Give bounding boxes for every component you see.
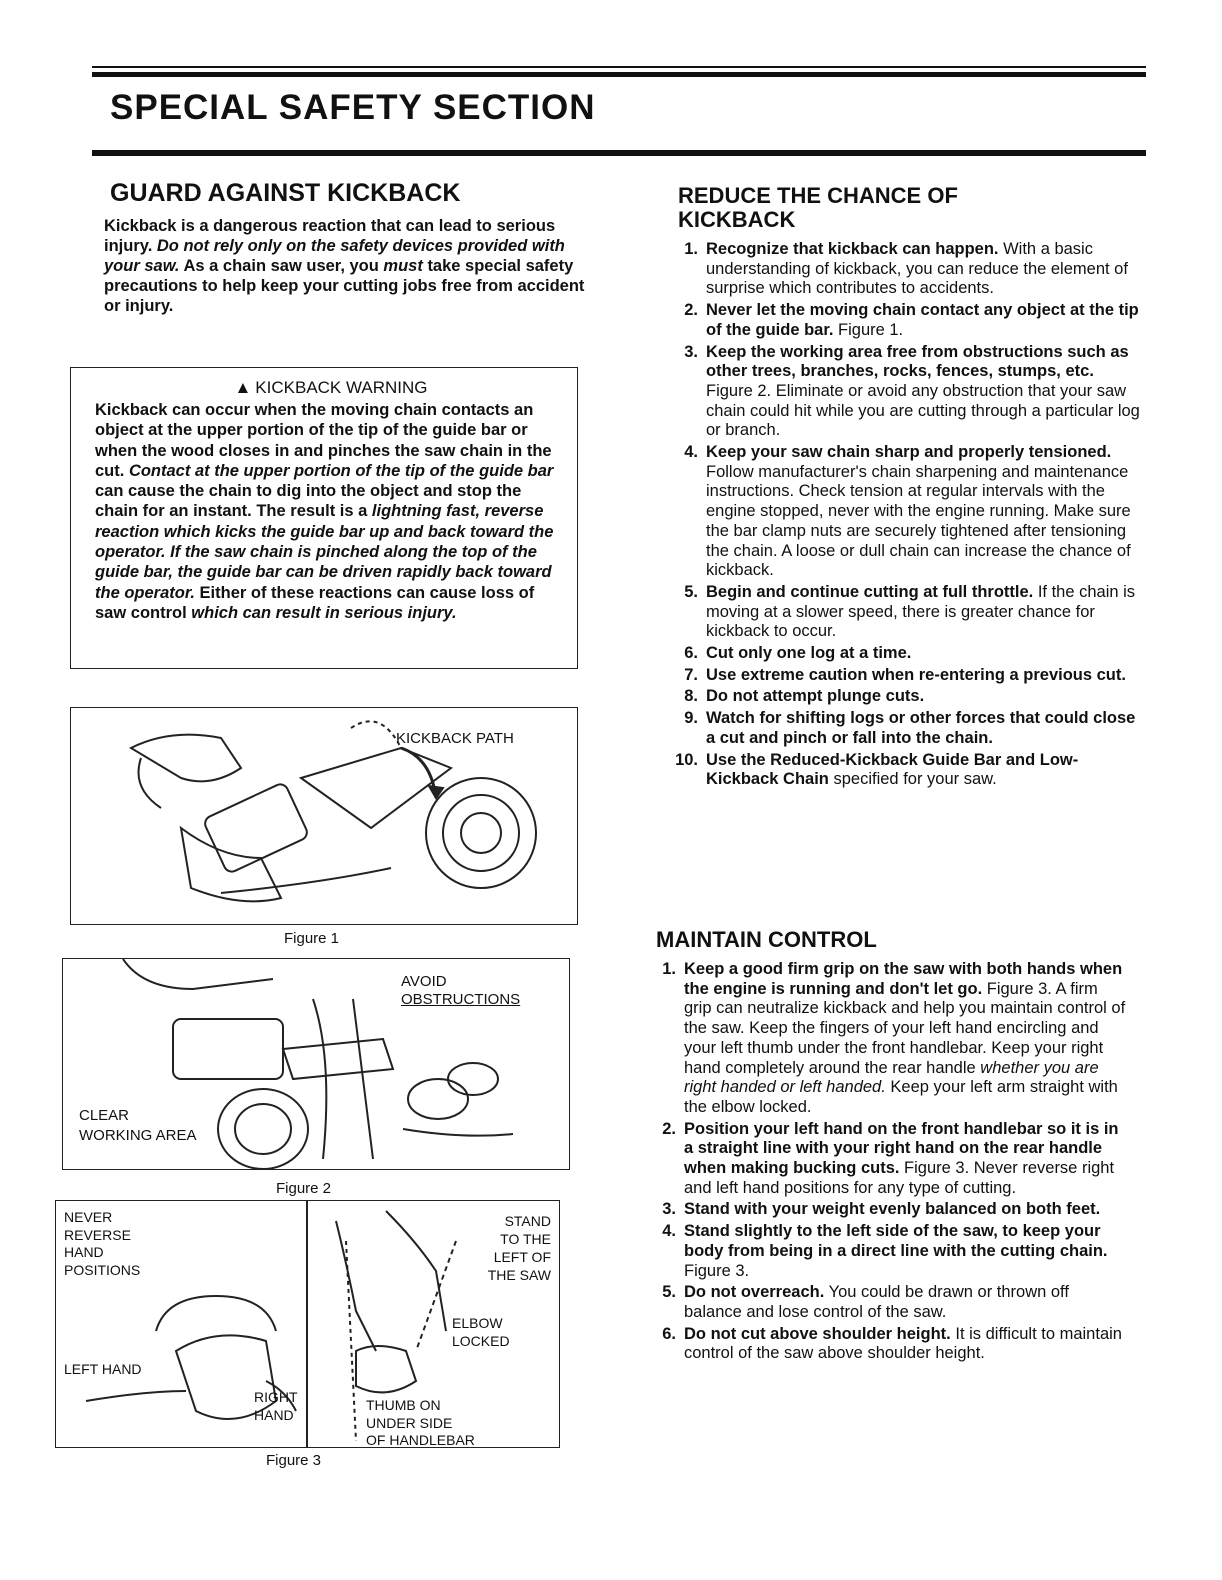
maintain-item-bold: Position your left hand on the front handlebar so it is in a straight line with your right hand on the rear handle when making bucking cuts. bbox=[684, 1119, 1119, 1178]
maintain-item bbox=[644, 1325, 1128, 1364]
maintain-item-bold: Do not cut above shoulder height. bbox=[684, 1324, 951, 1343]
warning-title-row bbox=[95, 378, 567, 398]
maintain-item-italic: whether you are right handed or left handed. bbox=[684, 1058, 1099, 1097]
maintain-heading: MAINTAIN CONTROL bbox=[656, 927, 877, 952]
top-rule-thick bbox=[92, 72, 1146, 77]
maintain-item-bold: Stand slightly to the left side of the saw, to keep your body from being in a direct line with the cutting chain. bbox=[684, 1222, 1108, 1260]
guard-intro-b: Do not rely only on the safety devices provided with your saw. bbox=[104, 237, 565, 275]
fig2-avoid-label: AVOID bbox=[401, 973, 447, 990]
fig3-right-hand-label: HAND bbox=[254, 1407, 294, 1423]
reduce-item-number: 3. bbox=[684, 342, 698, 361]
reduce-item-number: 8. bbox=[684, 687, 698, 706]
reduce-item-bold: Cut only one log at a time. bbox=[706, 644, 912, 663]
figure-3-hand-positions bbox=[55, 1200, 560, 1448]
reduce-item bbox=[666, 343, 1142, 442]
reduce-item-bold: Do not attempt plunge cuts. bbox=[706, 687, 925, 706]
reduce-item-number: 10. bbox=[675, 750, 698, 769]
reduce-item bbox=[666, 644, 1142, 664]
figure-1-caption: Figure 1 bbox=[284, 930, 340, 947]
maintain-item bbox=[644, 960, 1128, 1118]
maintain-item-number: 4. bbox=[662, 1222, 676, 1241]
reduce-item-rest: Follow manufacturer's chain sharpening and maintenance instructions. Check tension at regular intervals with the engine stopped, never with the engine running. Make sure the bar clamp nuts are securely tightened after tensioning the chain. A loose or dull chain can increase the chance of kickback. bbox=[706, 462, 1131, 580]
reduce-list bbox=[666, 240, 1142, 792]
maintain-item-number: 3. bbox=[662, 1200, 676, 1219]
fig3-to-the-label: TO THE bbox=[500, 1231, 551, 1247]
reduce-item-number: 7. bbox=[684, 665, 698, 684]
maintain-item bbox=[644, 1120, 1128, 1199]
maintain-item-bold: Keep a good firm grip on the saw with both hands when the engine is running and don't let go. bbox=[684, 960, 1123, 998]
fig3-locked-label: LOCKED bbox=[452, 1333, 510, 1349]
maintain-item-number: 6. bbox=[662, 1324, 676, 1343]
guard-intro-d: must bbox=[383, 257, 423, 275]
warning-title: KICKBACK WARNING bbox=[255, 378, 428, 397]
maintain-item-number: 1. bbox=[662, 960, 676, 978]
page-title: SPECIAL SAFETY SECTION bbox=[110, 88, 596, 127]
reduce-item-bold: Use extreme caution when re-entering a previous cut. bbox=[706, 665, 1126, 684]
reduce-heading-line1: REDUCE THE CHANCE OF bbox=[678, 183, 958, 208]
warning-t1: Kickback can occur when the moving chain contacts an object at the upper portion of the tip of the guide bar or when the wood closes in and pinches the saw chain in the cut. bbox=[95, 401, 552, 480]
reduce-item bbox=[666, 301, 1142, 340]
warning-t5: Either of these reactions can cause loss of saw control bbox=[95, 583, 535, 622]
reduce-item-bold: Use the Reduced-Kickback Guide Bar and Low-Kickback Chain bbox=[706, 750, 1079, 789]
reduce-item-rest: Figure 2. Eliminate or avoid any obstruction that your saw chain could hit while you are cutting through a particular log or branch. bbox=[706, 381, 1140, 440]
reduce-item bbox=[666, 583, 1142, 642]
fig3-elbow-label: ELBOW bbox=[452, 1315, 503, 1331]
reduce-item-number: 6. bbox=[684, 644, 698, 663]
reduce-item-number: 1. bbox=[684, 240, 698, 258]
maintain-item-rest2: Keep your left arm straight with the elbow locked. bbox=[684, 1078, 1118, 1116]
reduce-item-bold: Recognize that kickback can happen. bbox=[706, 240, 999, 258]
reduce-item-bold: Watch for shifting logs or other forces that could close a cut and pinch or fall into the chain. bbox=[706, 709, 1136, 747]
guard-intro-c: As a chain saw user, you bbox=[183, 257, 379, 275]
title-rule bbox=[92, 150, 1146, 156]
guard-intro bbox=[104, 216, 594, 316]
figure-1-kickback-path bbox=[70, 707, 578, 925]
fig2-obstructions-label: OBSTRUCTIONS bbox=[401, 991, 521, 1008]
reduce-item-bold: Begin and continue cutting at full throttle. bbox=[706, 582, 1034, 601]
reduce-item-bold: Keep your saw chain sharp and properly tensioned. bbox=[706, 443, 1112, 462]
maintain-item-bold: Stand with your weight evenly balanced on both feet. bbox=[684, 1200, 1101, 1219]
warning-t3: can cause the chain to dig into the object and stop the chain for an instant. The result is a bbox=[95, 482, 522, 521]
figure-2-caption: Figure 2 bbox=[276, 1180, 332, 1197]
maintain-list bbox=[644, 960, 1128, 1366]
reduce-item bbox=[666, 751, 1142, 790]
maintain-item bbox=[644, 1283, 1128, 1322]
maintain-item bbox=[644, 1200, 1128, 1220]
fig3-stand-label: STAND bbox=[504, 1213, 551, 1229]
fig3-positions-label: POSITIONS bbox=[64, 1262, 141, 1278]
maintain-item-rest: Figure 3. bbox=[684, 1261, 750, 1280]
guard-heading: GUARD AGAINST KICKBACK bbox=[110, 179, 461, 207]
reduce-item bbox=[666, 443, 1142, 581]
fig3-never-label: NEVER bbox=[64, 1209, 113, 1225]
reduce-steps bbox=[666, 240, 1142, 790]
maintain-steps bbox=[644, 960, 1128, 1364]
fig2-working-area-label: WORKING AREA bbox=[79, 1127, 197, 1144]
maintain-item-number: 5. bbox=[662, 1283, 676, 1302]
guard-intro-a: Kickback is a dangerous reaction that can lead to serious injury. bbox=[104, 217, 556, 255]
fig3-hand-label: HAND bbox=[64, 1244, 104, 1260]
maintain-item bbox=[644, 1222, 1128, 1281]
fig3-thumb-on-label: THUMB ON bbox=[366, 1397, 441, 1413]
reduce-item bbox=[666, 240, 1142, 299]
fig3-the-saw-label: THE SAW bbox=[487, 1267, 551, 1283]
reduce-item-rest: With a basic understanding of kickback, you can reduce the element of surprise which contributes to accidents. bbox=[706, 240, 1128, 298]
kickback-warning-box bbox=[70, 367, 578, 669]
reduce-item-number: 9. bbox=[684, 709, 698, 728]
reduce-item-rest: If the chain is moving at a slower speed, there is greater chance for kickback to occur. bbox=[706, 582, 1136, 641]
maintain-item-rest: Figure 3. A firm grip can neutralize kickback and help you maintain control of the saw. Keep the fingers of your left hand encircling and your left thumb under the front handlebar. Keep your right hand completely around the rear handle bbox=[684, 979, 1126, 1077]
maintain-item-rest: Figure 3. Never reverse right and left hand positions for any type of cutting. bbox=[684, 1159, 1115, 1197]
warning-text bbox=[95, 400, 567, 623]
reduce-item bbox=[666, 666, 1142, 686]
reduce-item-number: 5. bbox=[684, 582, 698, 601]
reduce-item bbox=[666, 687, 1142, 707]
reduce-item-rest: specified for your saw. bbox=[833, 770, 997, 789]
fig2-clear-label: CLEAR bbox=[79, 1107, 130, 1124]
reduce-item-number: 4. bbox=[684, 443, 698, 462]
reduce-heading-line2: KICKBACK bbox=[678, 207, 796, 232]
reduce-item-number: 2. bbox=[684, 301, 698, 320]
maintain-item-bold: Do not overreach. bbox=[684, 1283, 825, 1302]
warning-t2: Contact at the upper portion of the tip of the guide bar bbox=[128, 461, 554, 480]
fig3-right-label: RIGHT bbox=[254, 1389, 298, 1405]
maintain-item-rest: It is difficult to maintain control of the saw above shoulder height. bbox=[684, 1324, 1122, 1363]
warning-triangle-icon: ▲ bbox=[234, 378, 252, 397]
fig1-kickback-path-label: KICKBACK PATH bbox=[396, 730, 514, 747]
guard-intro-e: take special safety precautions to help keep your cutting jobs free from accident or injury. bbox=[104, 257, 585, 315]
warning-t6: which can result in serious injury. bbox=[191, 603, 457, 622]
fig3-left-of-label: LEFT OF bbox=[493, 1249, 551, 1265]
maintain-item-rest: You could be drawn or thrown off balance and lose control of the saw. bbox=[684, 1283, 1069, 1321]
reduce-item-rest: Figure 1. bbox=[838, 320, 904, 339]
reduce-item-bold: Never let the moving chain contact any object at the tip of the guide bar. bbox=[706, 301, 1139, 339]
fig3-of-handlebar-label: OF HANDLEBAR bbox=[366, 1432, 475, 1448]
top-rule-thin bbox=[92, 66, 1146, 68]
reduce-item bbox=[666, 709, 1142, 748]
figure-2-obstructions bbox=[62, 958, 570, 1170]
maintain-item-number: 2. bbox=[662, 1119, 676, 1138]
figure-3-caption: Figure 3 bbox=[266, 1452, 322, 1469]
fig3-under-side-label: UNDER SIDE bbox=[366, 1415, 453, 1431]
fig3-left-hand-label: LEFT HAND bbox=[64, 1361, 142, 1377]
fig3-reverse-label: REVERSE bbox=[64, 1227, 131, 1243]
reduce-item-bold: Keep the working area free from obstructions such as other trees, branches, rocks, fences, stumps, etc. bbox=[706, 342, 1129, 381]
warning-t4: lightning fast, reverse reaction which kicks the guide bar up and back toward the operator. If the saw chain is pinched along the top of the guide bar, the guide bar can be driven rapidly back toward the operator. bbox=[95, 502, 554, 602]
